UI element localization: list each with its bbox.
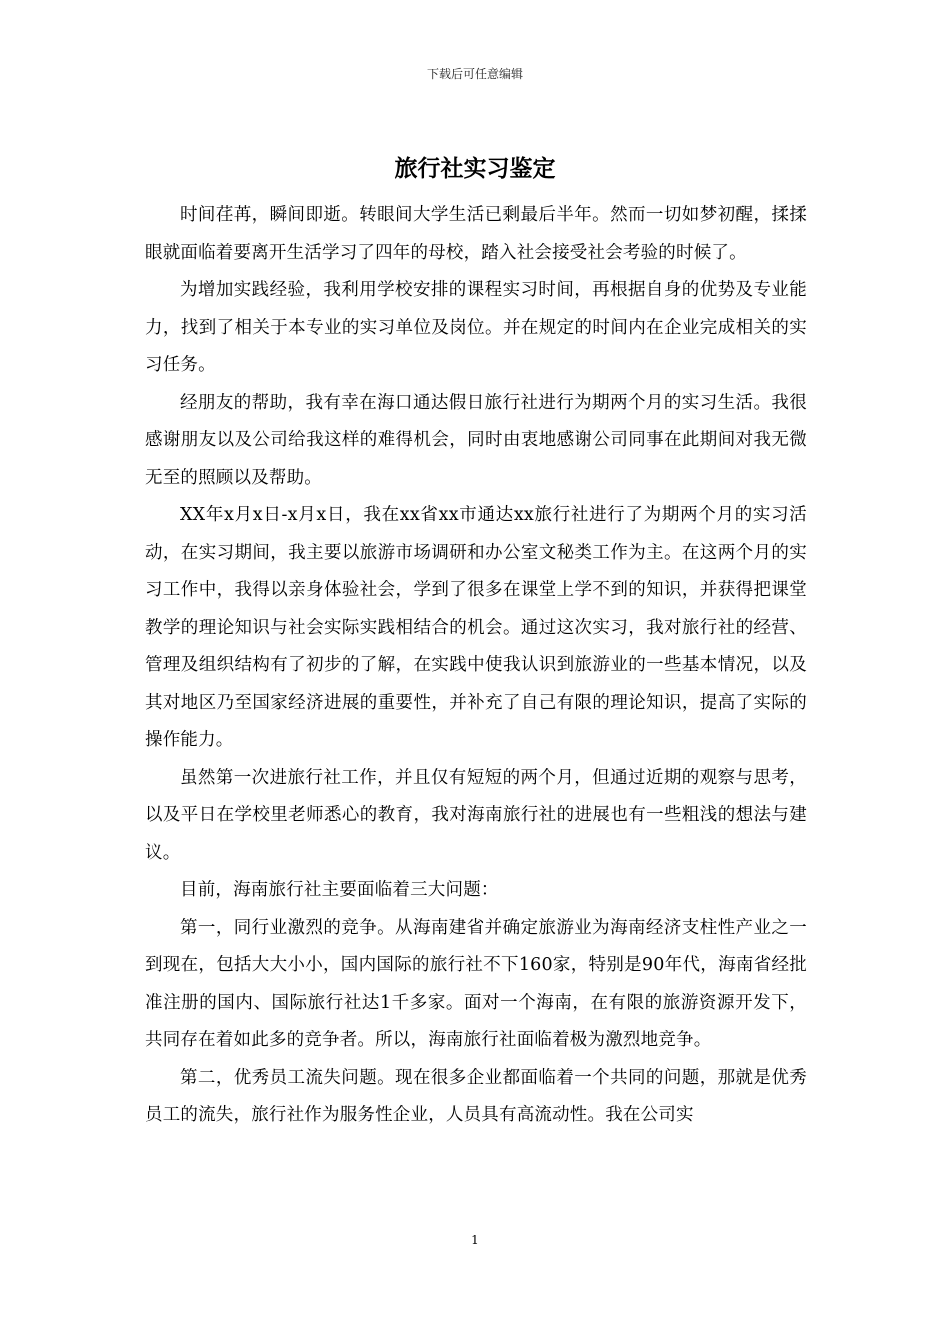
document-body [145,197,807,1135]
paragraph-5: 虽然第一次进旅行社工作，并且仅有短短的两个月，但通过近期的观察与思考，以及平日在学校里老师悉心的教育，我对海南旅行社的进展也有一些粗浅的想法与建议。 [145,767,807,863]
paragraph-8: 第二，优秀员工流失问题。现在很多企业都面临着一个共同的问题，那就是优秀员工的流失，旅行社作为服务性企业，人员具有高流动性。我在公司实 [145,1067,807,1125]
paragraph-1: 时间荏苒，瞬间即逝。转眼间大学生活已剩最后半年。然而一切如梦初醒，揉揉眼就面临着要离开生活学习了四年的母校，踏入社会接受社会考验的时候了。 [145,205,807,263]
page-number: 1 [471,1233,479,1247]
paragraph-7: 第一，同行业激烈的竞争。从海南建省并确定旅游业为海南经济支柱性产业之一到现在，包括大大小小，国内国际的旅行社不下160家，特别是90年代，海南省经批准注册的国内、国际旅行社达1千多家。面对一个海南，在有限的旅游资源开发下，共同存在着如此多的竞争者。所以，海南旅行社面临着极为激烈地竞争。 [145,917,807,1050]
paragraph-4: XX年x月x日-x月x日，我在xx省xx市通达xx旅行社进行了为期两个月的实习活动，在实习期间，我主要以旅游市场调研和办公室文秘类工作为主。在这两个月的实习工作中，我得以亲身体验社会，学到了很多在课堂上学不到的知识，并获得把课堂教学的理论知识与社会实际实践相结合的机会。通过这次实习，我对旅行社的经营、管理及组织结构有了初步的了解，在实践中使我认识到旅游业的一些基本情况，以及其对地区乃至国家经济进展的重要性，并补充了自己有限的理论知识，提高了实际的操作能力。 [145,505,807,750]
document-title: 旅行社实习鉴定 [394,155,556,182]
paragraph-2: 为增加实践经验，我利用学校安排的课程实习时间，再根据自身的优势及专业能力，找到了相关于本专业的实习单位及岗位。并在规定的时间内在企业完成相关的实习任务。 [145,280,807,375]
paragraph-3: 经朋友的帮助，我有幸在海口通达假日旅行社进行为期两个月的实习生活。我很感谢朋友以及公司给我这样的难得机会，同时由衷地感谢公司同事在此期间对我无微无至的照顾以及帮助。 [145,392,807,488]
paragraph-6: 目前，海南旅行社主要面临着三大问题： [180,880,499,900]
page-header-note: 下载后可任意编辑 [426,67,523,81]
